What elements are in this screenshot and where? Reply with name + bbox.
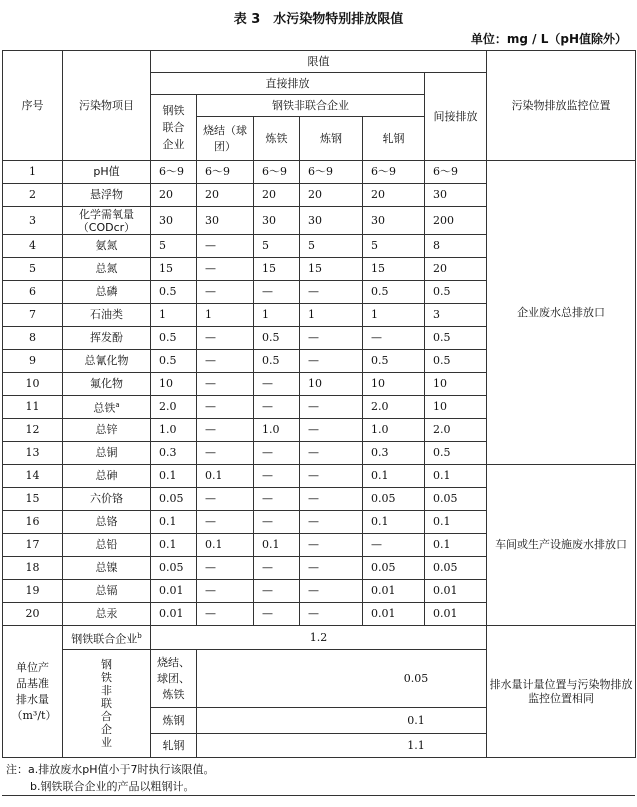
row-number: 14 [3,465,63,488]
header-indirect: 间接排放 [425,73,487,161]
header-rolling: 轧钢 [363,117,425,161]
limit-value: — [254,488,300,511]
monitor-location-workshop: 车间或生产设施废水排放口 [487,465,636,626]
note-b: b.钢铁联合企业的产品以粗钢计。 [30,780,195,793]
limit-value: 1.0 [363,419,425,442]
limit-value: — [363,534,425,557]
pollutant-name: 悬浮物 [63,184,151,207]
limit-value: 5 [300,235,363,258]
pollutant-name: 总铜 [63,442,151,465]
limit-value: — [254,465,300,488]
row-number: 7 [3,304,63,327]
limit-value: 10 [300,373,363,396]
limit-value: 2.0 [151,396,197,419]
limit-value: 15 [363,258,425,281]
footnote-mark-a: a [115,401,120,410]
limit-value: 0.5 [151,281,197,304]
limit-value: — [300,511,363,534]
limit-value: — [254,442,300,465]
limit-value: — [300,580,363,603]
limit-value: 6～9 [254,161,300,184]
limit-value: 0.5 [363,350,425,373]
limit-value: 0.05 [425,557,487,580]
base-steelmaking-value: 0.1 [197,708,636,734]
limit-value: 30 [197,207,254,235]
limit-value: — [197,281,254,304]
header-limit: 限值 [151,51,487,73]
pollutant-name: 总铅 [63,534,151,557]
limit-value: 8 [425,235,487,258]
row-number: 5 [3,258,63,281]
header-steelmaking: 炼钢 [300,117,363,161]
limit-value: 1 [300,304,363,327]
limit-value: — [300,465,363,488]
limit-value: 0.01 [363,603,425,626]
limit-value: 10 [151,373,197,396]
limit-value: 0.5 [254,327,300,350]
limit-value: — [197,350,254,373]
limit-value: 0.01 [425,580,487,603]
limit-value: 0.5 [151,350,197,373]
row-number: 4 [3,235,63,258]
base-non-integrated-label: 钢铁非联合企业 [63,650,151,758]
pollutant-name: 氨氮 [63,235,151,258]
row-number: 19 [3,580,63,603]
limit-value: — [254,511,300,534]
row-number: 10 [3,373,63,396]
base-water-label: 单位产品基准排水量（m³/t） [3,626,63,758]
row-number: 9 [3,350,63,373]
row-number: 13 [3,442,63,465]
note-a: 注：a.排放废水pH值小于7时执行该限值。 [6,763,215,776]
footnote-mark-b: b [137,631,142,640]
limit-value: 10 [363,373,425,396]
limit-value: 30 [425,184,487,207]
table-title: 表 3 水污染物特别排放限值 [233,12,404,27]
unit-label: 单位：mg / L（pH值除外） [470,32,627,46]
pollutant-name: 总磷 [63,281,151,304]
row-number: 1 [3,161,63,184]
limit-value: — [254,281,300,304]
limit-value: — [254,557,300,580]
limit-value: — [300,419,363,442]
base-rolling-label: 轧钢 [151,734,197,758]
limit-value: 0.1 [425,534,487,557]
limit-value: — [300,534,363,557]
limit-value: 30 [363,207,425,235]
pollutant-name: 总镍 [63,557,151,580]
limit-value: 20 [363,184,425,207]
limit-value: — [197,327,254,350]
table-row [3,465,636,488]
limit-value: 6～9 [151,161,197,184]
limit-value: — [197,258,254,281]
limit-value: — [363,327,425,350]
limit-value: 0.5 [425,350,487,373]
row-number: 8 [3,327,63,350]
limit-value: 1 [197,304,254,327]
limit-value: — [197,373,254,396]
base-integrated-value: 1.2 [151,626,487,650]
limit-value: 3 [425,304,487,327]
limit-value: 0.5 [151,327,197,350]
limit-value: 200 [425,207,487,235]
limit-value: 0.5 [425,281,487,304]
row-number: 3 [3,207,63,235]
limit-value: — [197,396,254,419]
pollutant-name: 总汞 [63,603,151,626]
limit-value: 20 [254,184,300,207]
limit-value: 20 [425,258,487,281]
limit-value: 20 [151,184,197,207]
header-ironmaking: 炼铁 [254,117,300,161]
limit-value: 0.1 [151,465,197,488]
limit-value: 0.1 [197,534,254,557]
limit-value: 0.05 [363,488,425,511]
limit-value: 0.5 [425,442,487,465]
row-number: 16 [3,511,63,534]
limit-value: 0.5 [425,327,487,350]
limit-value: 15 [151,258,197,281]
header-sinter: 烧结（球团） [197,117,254,161]
limit-value: 30 [254,207,300,235]
limit-value: 10 [425,373,487,396]
limit-value: — [300,442,363,465]
row-number: 20 [3,603,63,626]
monitor-location-metering: 排水量计量位置与污染物排放监控位置相同 [487,626,636,758]
limit-value: 6～9 [425,161,487,184]
monitor-location-outlet: 企业废水总排放口 [487,161,636,465]
limit-value: — [254,396,300,419]
limit-value: 0.01 [151,603,197,626]
limit-value: 1 [363,304,425,327]
bottom-rule [2,795,635,796]
row-number: 15 [3,488,63,511]
limit-value: — [197,557,254,580]
emission-limits-table [2,50,636,758]
limit-value: 2.0 [425,419,487,442]
header-direct: 直接排放 [151,73,425,95]
limit-value: 0.05 [151,557,197,580]
limit-value: — [197,235,254,258]
limit-value: 0.3 [363,442,425,465]
pollutant-name: 总氰化物 [63,350,151,373]
base-integrated-label: 钢铁联合企业$^b$ [63,626,151,650]
pollutant-name: 六价铬 [63,488,151,511]
limit-value: 5 [151,235,197,258]
pollutant-name: 总镉 [63,580,151,603]
limit-value: 2.0 [363,396,425,419]
limit-value: 0.1 [425,511,487,534]
limit-value: 6～9 [300,161,363,184]
limit-value: — [197,488,254,511]
limit-value: — [300,488,363,511]
base-steelmaking-label: 炼钢 [151,708,197,734]
limit-value: — [197,419,254,442]
limit-value: 0.01 [425,603,487,626]
limit-value: 0.1 [363,511,425,534]
limit-value: 0.1 [197,465,254,488]
pollutant-name: 石油类 [63,304,151,327]
pollutant-name: 总砷 [63,465,151,488]
limit-value: — [197,580,254,603]
limit-value: 5 [363,235,425,258]
header-integrated: 钢铁联合企业 [151,95,197,161]
limit-value: — [300,327,363,350]
limit-value: 0.5 [254,350,300,373]
table-row [3,626,636,650]
pollutant-name: 总铬 [63,511,151,534]
header-monitor: 污染物排放监控位置 [487,51,636,161]
pollutant-name: 化学需氧量（CODcr） [63,207,151,235]
limit-value: — [300,603,363,626]
limit-value: — [300,281,363,304]
limit-value: 0.05 [363,557,425,580]
pollutant-name: pH值 [63,161,151,184]
row-number: 18 [3,557,63,580]
row-number: 11 [3,396,63,419]
table-row [3,161,636,184]
limit-value: 15 [300,258,363,281]
header-seq: 序号 [3,51,63,161]
pollutant-name: 氟化物 [63,373,151,396]
row-number: 6 [3,281,63,304]
limit-value: 30 [151,207,197,235]
limit-value: 15 [254,258,300,281]
header-non-integrated: 钢铁非联合企业 [197,95,425,117]
limit-value: 6～9 [197,161,254,184]
limit-value: — [300,350,363,373]
limit-value: 20 [197,184,254,207]
base-rolling-value: 1.1 [197,734,636,758]
limit-value: — [300,396,363,419]
pollutant-name: 总氮 [63,258,151,281]
limit-value: 0.3 [151,442,197,465]
limit-value: 5 [254,235,300,258]
row-number: 17 [3,534,63,557]
limit-value: 0.01 [151,580,197,603]
limit-value: — [254,580,300,603]
limit-value: — [197,603,254,626]
limit-value: 1 [254,304,300,327]
limit-value: 1.0 [151,419,197,442]
header-item: 污染物项目 [63,51,151,161]
limit-value: — [254,373,300,396]
limit-value: 0.1 [425,465,487,488]
pollutant-name: 挥发酚 [63,327,151,350]
base-sinter-iron-value: 0.05 [197,650,636,708]
pollutant-name: 总锌 [63,419,151,442]
limit-value: 0.05 [151,488,197,511]
limit-value: 0.1 [151,534,197,557]
limit-value: 0.1 [151,511,197,534]
limit-value: — [197,442,254,465]
limit-value: 20 [300,184,363,207]
limit-value: — [197,511,254,534]
limit-value: 0.1 [254,534,300,557]
limit-value: 0.01 [363,580,425,603]
limit-value: 0.1 [363,465,425,488]
limit-value: 0.05 [425,488,487,511]
limit-value: 0.5 [363,281,425,304]
limit-value: 30 [300,207,363,235]
row-number: 2 [3,184,63,207]
base-sinter-iron-label: 烧结、球团、炼铁 [151,650,197,708]
limit-value: — [300,557,363,580]
limit-value: 1 [151,304,197,327]
limit-value: 1.0 [254,419,300,442]
limit-value: — [254,603,300,626]
row-number: 12 [3,419,63,442]
limit-value: 10 [425,396,487,419]
pollutant-name: 总铁$^a$ [63,396,151,419]
limit-value: 6～9 [363,161,425,184]
